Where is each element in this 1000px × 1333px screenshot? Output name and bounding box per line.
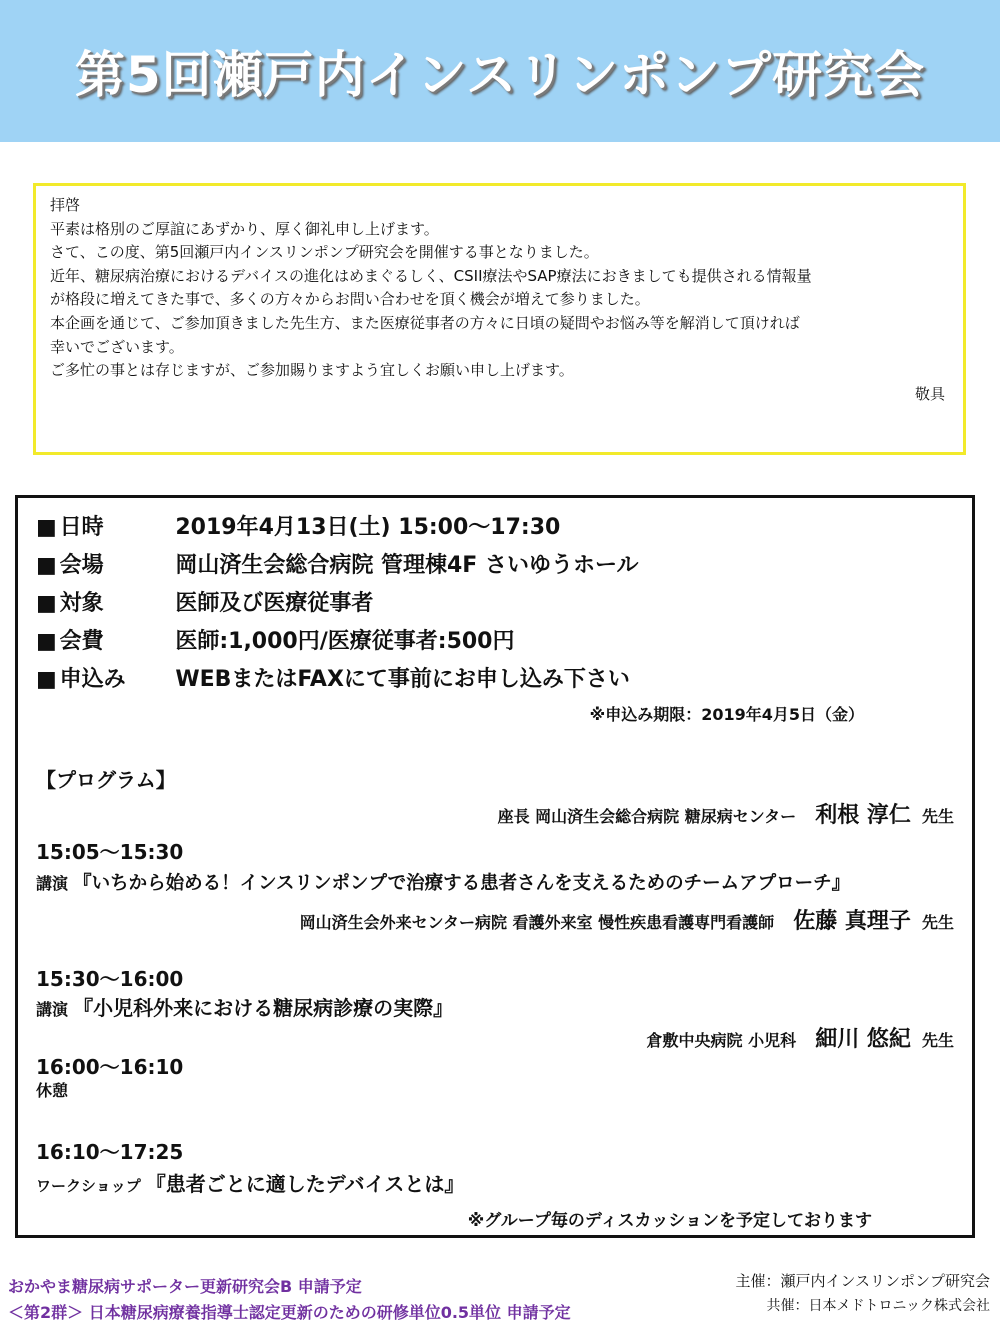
letter-closing: 敬具 [914, 384, 945, 403]
bullet-square-icon: ■ [36, 515, 57, 540]
info-value: 2019年4月13日(土) 15:00～17:30 [175, 515, 561, 540]
letter-line: 近年、糖尿病治療におけるデバイスの進化はめまぐるしく、CSII療法やSAP療法におきましても提供される情報量 [50, 266, 812, 285]
letter-line: が格段に増えてきた事で、多くの方々からお問い合わせを頂く機会が増えて参りました。 [50, 290, 650, 309]
info-label: 会費 [59, 629, 104, 654]
info-value: WEBまたはFAXにて事前にお申し込み下さい [175, 667, 630, 692]
bullet-square-icon: ■ [36, 553, 57, 578]
info-row-registration [36, 662, 630, 693]
info-label: 対象 [59, 591, 104, 616]
bullet-square-icon: ■ [36, 629, 57, 654]
bullet-square-icon: ■ [36, 591, 57, 616]
session2-title: 『小児科外来における糖尿病診療の実際』 [73, 996, 454, 1020]
chair-affiliation: 座長 岡山済生会総合病院 糖尿病センター [497, 807, 797, 826]
program-heading: 【プログラム】 [36, 768, 176, 792]
info-row-datetime [36, 510, 560, 541]
info-label: 会場 [59, 553, 104, 578]
event-info-box [15, 495, 975, 1238]
session2-time: 15:30～16:00 [36, 967, 184, 991]
info-row-target [36, 586, 373, 617]
speaker-name: 佐藤 真理子 [793, 909, 911, 934]
session4-time: 16:10～17:25 [36, 1140, 184, 1164]
letter-line: 本企画を通じて、ご参加頂きました先生方、また医療従事者の方々に日頃の疑問やお悩み等を解消して頂ければ [50, 313, 800, 332]
credit-educator: ＜第2群＞ 日本糖尿病療養指導士認定更新のための研修単位0.5単位 申請予定 [8, 1303, 571, 1322]
session3-title: 休憩 [36, 1081, 69, 1100]
registration-deadline: ※申込み期限：2019年4月5日（金） [589, 705, 864, 724]
info-row-fee [36, 624, 515, 655]
session4-note: ※グループ毎のディスカッションを予定しております [467, 1211, 872, 1231]
letter-line: さて、この度、第5回瀬戸内インスリンポンプ研究会を開催する事となりました。 [50, 243, 599, 262]
letter-line: ご多忙の事とは存じますが、ご参加賜りますよう宜しくお願い申し上げます。 [50, 361, 574, 380]
session1-prefix: 講演 [36, 874, 69, 893]
credit-supporter: おかやま糖尿病サポーター更新研究会B 申請予定 [8, 1277, 362, 1296]
cosponsor: 共催：日本メドトロニック株式会社 [766, 1298, 990, 1314]
info-row-venue [36, 548, 639, 579]
letter-line: 幸いでございます。 [50, 337, 184, 356]
letter-opening: 拝啓 [50, 196, 81, 214]
page-title: 第5回瀬戸内インスリンポンプ研究会 [74, 46, 926, 104]
info-value: 医師及び医療従事者 [175, 591, 374, 616]
greeting-letter [33, 183, 966, 455]
session2-lecture [36, 992, 453, 1021]
session3-time: 16:00～16:10 [36, 1055, 184, 1079]
chair-name: 利根 淳仁 [815, 803, 911, 828]
chairperson [498, 798, 954, 829]
session4-title: 『患者ごとに適したデバイスとは』 [145, 1172, 465, 1196]
bullet-square-icon: ■ [36, 667, 57, 692]
session1-title: 『いちから始める！インスリンポンプで治療する患者さんを支えるためのチームアプローチ』 [73, 873, 851, 894]
info-label: 申込み [59, 667, 126, 692]
session1-lecture [36, 869, 850, 895]
speaker-affiliation: 倉敷中央病院 小児科 [646, 1031, 797, 1050]
session2-speaker [647, 1022, 954, 1053]
title-banner [0, 0, 1000, 142]
session4-workshop [36, 1168, 464, 1197]
speaker-suffix: 先生 [921, 913, 954, 932]
session2-prefix: 講演 [36, 1000, 69, 1019]
info-value: 岡山済生会総合病院 管理棟4F さいゆうホール [175, 553, 639, 578]
info-value: 医師:1,000円/医療従事者:500円 [175, 629, 515, 654]
letter-line: 平素は格別のご厚誼にあずかり、厚く御礼申し上げます。 [50, 219, 439, 238]
organizer: 主催：瀬戸内インスリンポンプ研究会 [735, 1272, 990, 1290]
session4-prefix: ワークショップ [36, 1177, 141, 1195]
session1-speaker [300, 904, 954, 935]
chair-suffix: 先生 [921, 807, 954, 826]
speaker-name: 細川 悠紀 [815, 1027, 911, 1052]
speaker-affiliation: 岡山済生会外来センター病院 看護外来室 慢性疾患看護専門看護師 [299, 913, 775, 932]
speaker-suffix: 先生 [921, 1031, 954, 1050]
info-label: 日時 [59, 515, 104, 540]
session1-time: 15:05～15:30 [36, 840, 184, 864]
